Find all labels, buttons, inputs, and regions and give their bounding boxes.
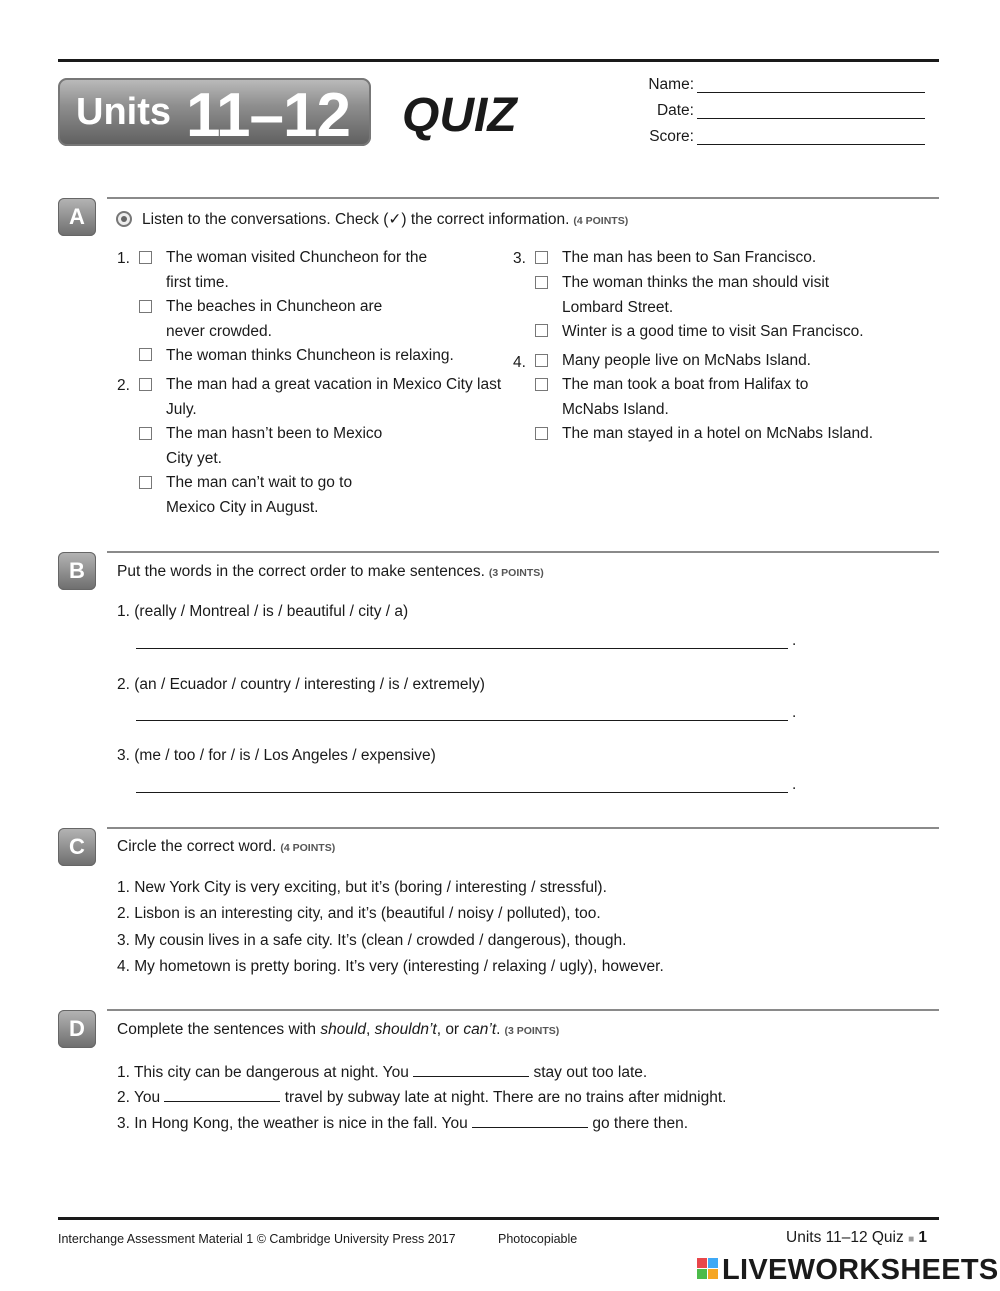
- period: .: [792, 776, 797, 793]
- date-label: Date:: [656, 102, 694, 119]
- units-number: 11–12: [186, 81, 350, 150]
- liveworksheets-logo[interactable]: LIVEWORKSHEETS: [722, 1254, 999, 1286]
- section-d-points: (3 POINTS): [504, 1025, 560, 1037]
- fill-item: 1. This city can be dangerous at night. You stay out too late.: [117, 1064, 648, 1081]
- checkbox[interactable]: [139, 348, 152, 361]
- score-label: Score:: [649, 128, 694, 145]
- section-a-points: (4 POINTS): [573, 215, 629, 227]
- checkbox[interactable]: [139, 378, 152, 391]
- name-label: Name:: [648, 76, 694, 93]
- footer-quiz-label: Units 11–12 Quiz ■ 1: [786, 1229, 928, 1246]
- name-field[interactable]: [697, 78, 925, 93]
- blank-input[interactable]: [472, 1113, 588, 1128]
- section-b-instruction: Put the words in the correct order to make sentences. (3 POINTS): [117, 563, 544, 580]
- item-number: 4.: [513, 354, 526, 371]
- audio-icon[interactable]: [116, 211, 132, 227]
- circle-item[interactable]: 2. Lisbon is an interesting city, and it’s (beautiful / noisy / polluted), too.: [117, 905, 601, 922]
- score-field[interactable]: [697, 130, 925, 145]
- liveworksheets-logo-icon: [697, 1258, 719, 1280]
- fill-item: 2. You travel by subway late at night. There are no trains after midnight.: [117, 1089, 727, 1106]
- square-bullet-icon: ■: [908, 1234, 915, 1245]
- copyright: Interchange Assessment Material 1 © Cambridge University Press 2017: [58, 1232, 456, 1246]
- circle-item[interactable]: 4. My hometown is pretty boring. It’s very (interesting / relaxing / ugly), however.: [117, 958, 664, 975]
- section-a-rule: [107, 197, 939, 199]
- section-c-rule: [107, 827, 939, 829]
- circle-item[interactable]: 1. New York City is very exciting, but it’s (boring / interesting / stressful).: [117, 879, 607, 896]
- checkbox[interactable]: [535, 427, 548, 440]
- checkbox[interactable]: [535, 324, 548, 337]
- option-text: The man had a great vacation in Mexico City last July.: [166, 376, 502, 418]
- section-c-badge: C: [58, 828, 96, 866]
- blank-input[interactable]: [164, 1087, 280, 1102]
- option-text: The man has been to San Francisco.: [562, 249, 817, 266]
- section-b-points: (3 POINTS): [488, 567, 544, 579]
- item-number: 3.: [513, 250, 526, 267]
- section-b-badge: B: [58, 552, 96, 590]
- section-d-rule: [107, 1009, 939, 1011]
- section-b-rule: [107, 551, 939, 553]
- option-text: The beaches in Chuncheon are never crowded.: [166, 298, 383, 340]
- sentence-prompt: 3. (me / too / for / is / Los Angeles / expensive): [117, 747, 436, 764]
- checkbox[interactable]: [535, 354, 548, 367]
- section-c-points: (4 POINTS): [280, 842, 336, 854]
- circle-item[interactable]: 3. My cousin lives in a safe city. It’s (clean / crowded / dangerous), though.: [117, 932, 627, 949]
- section-d-instruction: Complete the sentences with should, shouldn’t, or can’t. (3 POINTS): [117, 1021, 560, 1038]
- item-number: 1.: [117, 250, 130, 267]
- section-c-instruction: Circle the correct word. (4 POINTS): [117, 838, 336, 855]
- fill-item: 3. In Hong Kong, the weather is nice in the fall. You go there then.: [117, 1115, 688, 1132]
- section-d-badge: D: [58, 1010, 96, 1048]
- answer-line[interactable]: [136, 632, 788, 649]
- option-text: Winter is a good time to visit San Francisco.: [562, 323, 864, 340]
- checkbox[interactable]: [139, 300, 152, 313]
- sentence-prompt: 2. (an / Ecuador / country / interesting / is / extremely): [117, 676, 485, 693]
- checkbox[interactable]: [535, 276, 548, 289]
- photocopiable: Photocopiable: [498, 1232, 578, 1246]
- option-text: The man can’t wait to go to Mexico City in August.: [166, 474, 353, 516]
- answer-line[interactable]: [136, 776, 788, 793]
- blank-input[interactable]: [413, 1062, 529, 1077]
- item-number: 2.: [117, 377, 130, 394]
- top-rule: [58, 59, 939, 62]
- section-a-instruction: Listen to the conversations. Check (✓) the correct information. (4 POINTS): [142, 211, 629, 228]
- answer-line[interactable]: [136, 704, 788, 721]
- option-text: The man stayed in a hotel on McNabs Island.: [562, 425, 874, 442]
- checkbox[interactable]: [139, 251, 152, 264]
- units-banner: [58, 78, 371, 150]
- checkbox[interactable]: [139, 427, 152, 440]
- option-text: The man took a boat from Halifax to McNabs Island.: [562, 376, 809, 418]
- date-field[interactable]: [697, 104, 925, 119]
- period: .: [792, 632, 797, 649]
- quiz-title: QUIZ: [402, 89, 517, 142]
- checkbox[interactable]: [535, 251, 548, 264]
- period: .: [792, 704, 797, 721]
- checkbox[interactable]: [535, 378, 548, 391]
- checkbox[interactable]: [139, 476, 152, 489]
- footer-rule: [58, 1217, 939, 1220]
- units-word: Units: [76, 91, 171, 133]
- section-a-badge: A: [58, 198, 96, 236]
- sentence-prompt: 1. (really / Montreal / is / beautiful / city / a): [117, 603, 409, 620]
- option-text: The woman thinks the man should visit Lombard Street.: [562, 274, 830, 316]
- option-text: The woman visited Chuncheon for the first time.: [166, 249, 428, 291]
- option-text: The woman thinks Chuncheon is relaxing.: [166, 347, 454, 364]
- option-text: The man hasn’t been to Mexico City yet.: [166, 425, 383, 467]
- page-number: 1: [918, 1229, 928, 1246]
- option-text: Many people live on McNabs Island.: [562, 352, 811, 369]
